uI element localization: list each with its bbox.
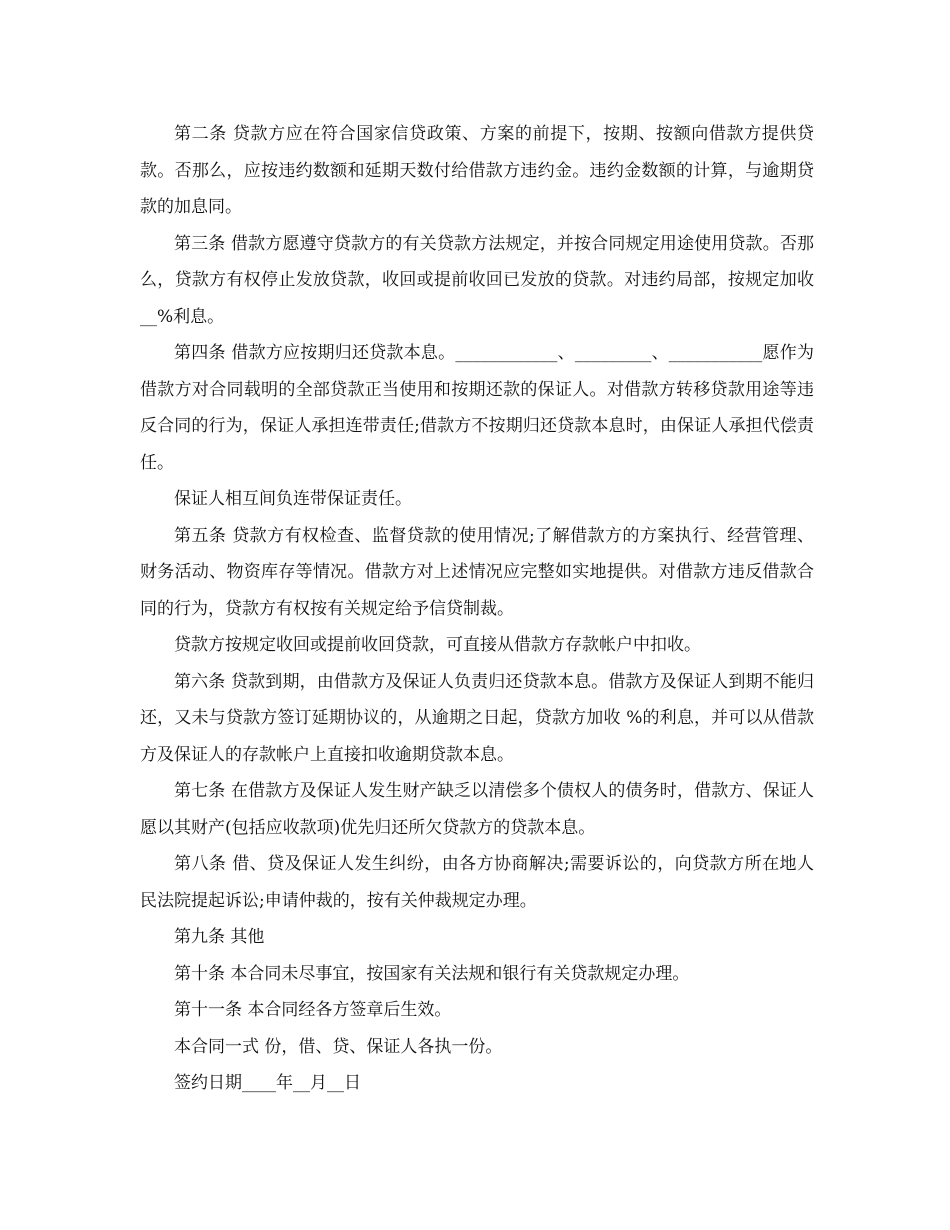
article-11-paragraph: 第十一条 本合同经各方签章后生效。: [174, 1000, 452, 1020]
article-4-paragraph: 第四条 借款方应按期归还贷款本息。____________、_________、___________愿作为借款方对合同载明的全部贷款正当使用和按期还款的保证人。对借款方转移贷款用途等违反合同的行为，保证人承担连带责任;借款方不按期归还贷款本息时，由保证人承担代偿责任。: [140, 343, 814, 473]
document-body: [140, 116, 814, 1102]
article-3-paragraph: 第三条 借款方愿遵守贷款方的有关贷款方法规定，并按合同规定用途使用贷款。否那么，贷款方有权停止发放贷款，收回或提前收回已发放的贷款。对违约局部，按规定加收__%利息。: [140, 233, 814, 327]
article-10-paragraph: 第十条 本合同未尽事宜，按国家有关法规和银行有关贷款规定办理。: [174, 963, 690, 984]
guarantor-joint-liability-paragraph: 保证人相互间负连带保证责任。: [174, 489, 412, 509]
deduction-paragraph: 贷款方按规定收回或提前收回贷款，可直接从借款方存款帐户中扣收。: [174, 635, 701, 655]
article-8-paragraph: 第八条 借、贷及保证人发生纠纷，由各方协商解决;需要诉讼的，向贷款方所在地人民法院提起诉讼;申请仲裁的，按有关仲裁规定办理。: [140, 854, 814, 911]
signing-date-line: 签约日期____年__月__日: [174, 1073, 361, 1093]
article-2-paragraph: 第二条 贷款方应在符合国家信贷政策、方案的前提下，按期、按额向借款方提供贷款。否那么，应按违约数额和延期天数付给借款方违约金。违约金数额的计算，与逾期贷款的加息同。: [140, 124, 814, 217]
article-9-paragraph: 第九条 其他: [174, 927, 265, 947]
copies-paragraph: 本合同一式 份，借、贷、保证人各执一份。: [174, 1036, 503, 1057]
article-6-paragraph: 第六条 贷款到期，由借款方及保证人负责归还贷款本息。借款方及保证人到期不能归还，又未与贷款方签订延期协议的，从逾期之日起，贷款方加收 %的利息，并可以从借款方及保证人的存款帐户上直接扣收逾期贷款本息。: [140, 671, 814, 765]
article-7-paragraph: 第七条 在借款方及保证人发生财产缺乏以清偿多个债权人的债务时，借款方、保证人愿以其财产(包括应收款项)优先归还所欠贷款方的贷款本息。: [140, 781, 814, 838]
article-5-paragraph: 第五条 贷款方有权检查、监督贷款的使用情况;了解借款方的方案执行、经营管理、财务活动、物资库存等情况。借款方对上述情况应完整如实地提供。对借款方违反借款合同的行为，贷款方有权按有关规定给予信贷制裁。: [140, 525, 814, 619]
